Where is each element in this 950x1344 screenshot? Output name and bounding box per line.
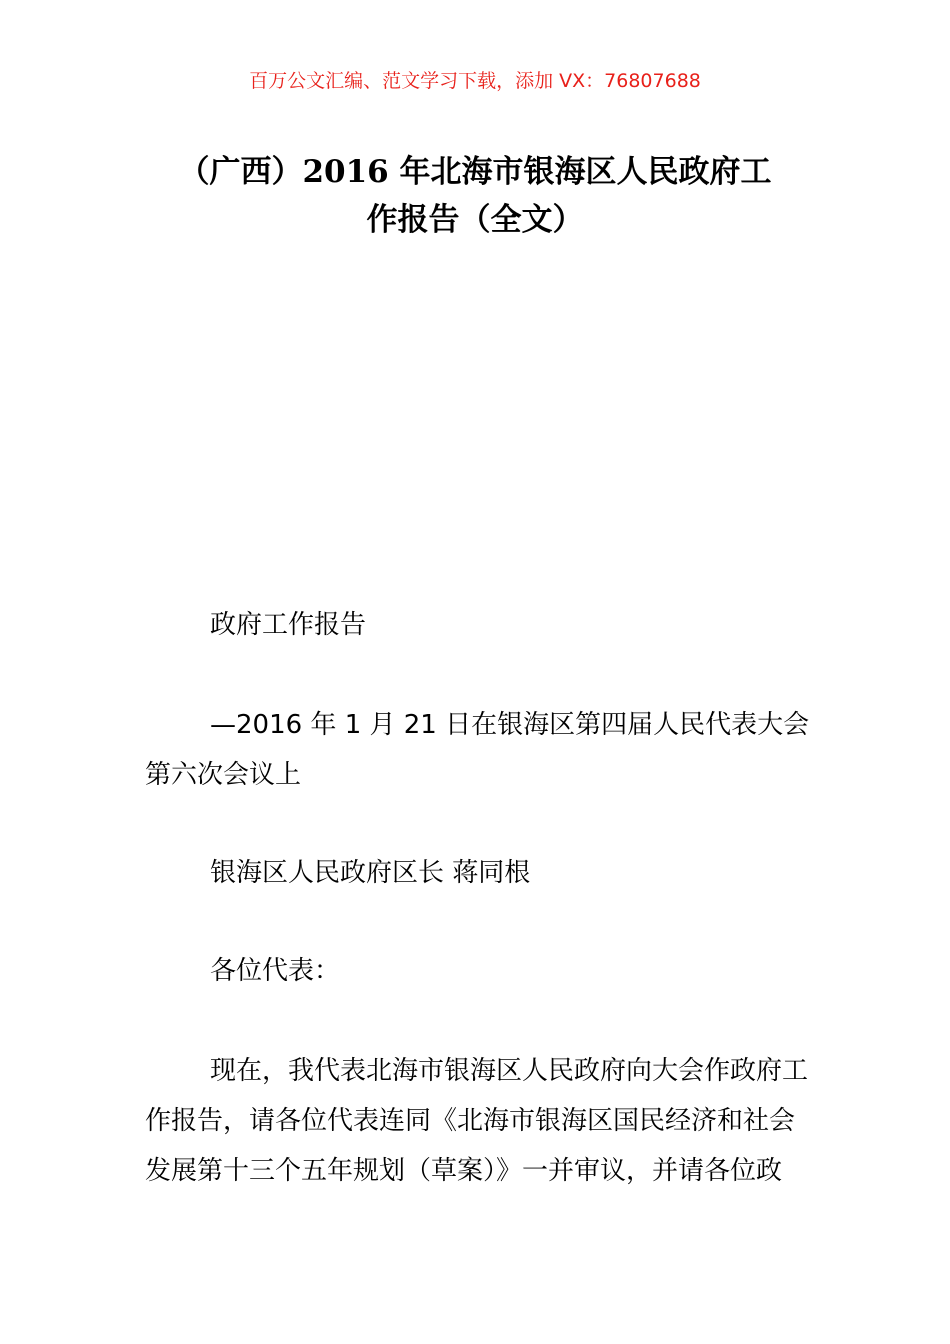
title-line-2: 作报告（全文） — [366, 202, 584, 238]
document-title — [130, 148, 820, 244]
download-banner — [0, 68, 950, 94]
banner-text: 百万公文汇编、范文学习下载，添加 VX：76807688 — [249, 70, 701, 92]
title-line-1: （广西）2016 年北海市银海区人民政府工 — [178, 154, 772, 190]
salutation: 各位代表： — [210, 956, 341, 986]
opening-paragraph: 现在，我代表北海市银海区人民政府向大会作政府工作报告，请各位代表连同《北海市银海区国民经济和社会发展第十三个五年规划（草案）》一并审议，并请各位政 — [145, 1056, 809, 1186]
meeting-line: —2016 年 1 月 21 日在银海区第四届人民代表大会第六次会议上 — [145, 710, 810, 790]
report-heading: 政府工作报告 — [210, 610, 367, 640]
author-line: 银海区人民政府区长 蒋同根 — [210, 858, 531, 888]
